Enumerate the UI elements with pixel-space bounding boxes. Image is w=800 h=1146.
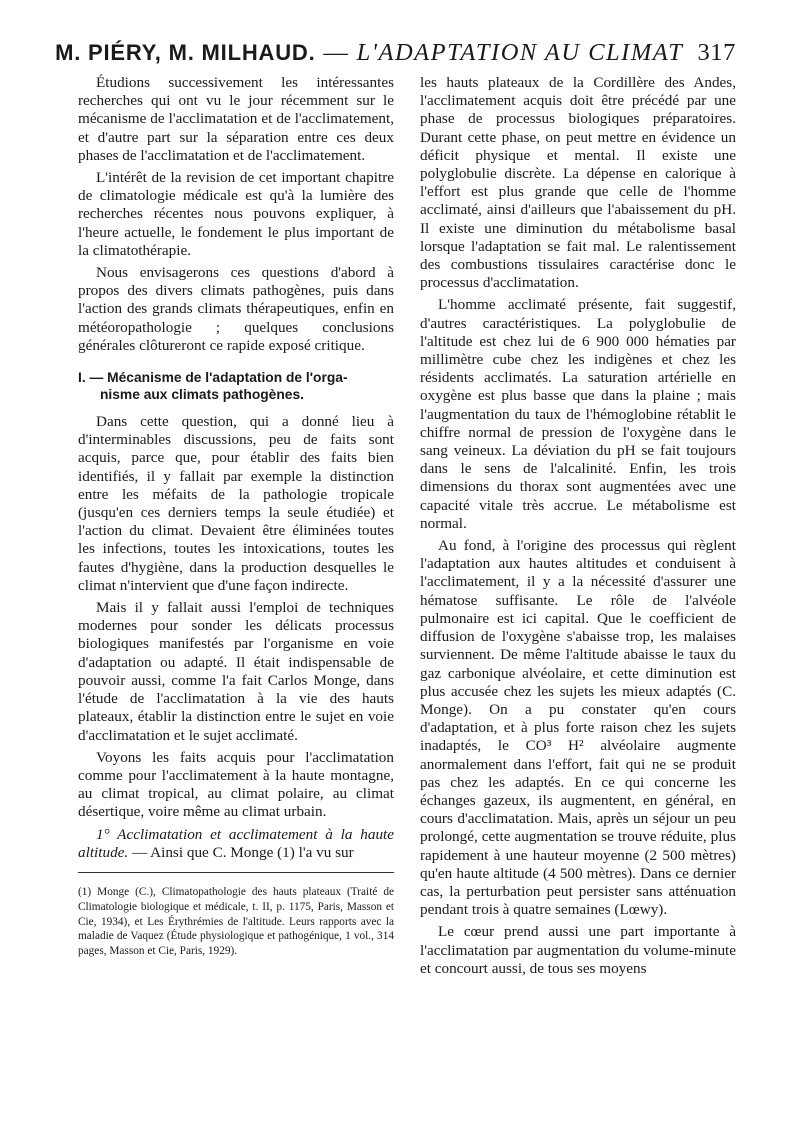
section-title-line2: nisme aux climats pathogènes. [100,387,304,403]
section-number: I. — [78,370,104,386]
paragraph: Au fond, à l'origine des processus qui règlent l'adaptation aux hautes altitudes et conduisent à l'acclimatement, il y a la nécessité d'assurer une hématose suffisante. Le rôle de l'alvéole pulmonaire est ici capital. Que le coefficient de diffusion de l'oxygène s'abaisse trop, les malaises surviennent. De même l'altitude abaisse le taux du gaz carbonique alvéolaire, et cette diminution est plus accusée chez les sujets les mieux adaptés (C. Monge). On a pu constater qu'en cours d'adaptation, et à plus forte raison chez les sujets inadaptés, le CO³ H² alvéolaire augmente anormalement dans l'effort, fait qui ne se produit pas chez les adaptés. En ce qui concerne les échanges gazeux, ils augmentent, en général, en cours d'acclimatation. Mais, après un séjour un peu prolongé, cette augmentation se trouve réduite, plus rapidement à une hauteur moyenne (2 500 mètres) qu'en haute altitude (4 500 mètres). Dans ce dernier cas, la perturbation peut persister sans atténuation pendant trois à quatre semaines (Lœwy). [420,537,736,919]
paragraph: Dans cette question, qui a donné lieu à d'interminables discussions, peu de faits sont acquis, parce que, pour établir des faits bien identifiés, il y fallait par exemple la distinction entre les méfaits de la pathologie tropicale (jusqu'en ces derniers temps la seule étudiée) et l'action du climat. Devaient être éliminées toutes les infections, toutes les intoxications, toutes les fautes d'hygiène, dans la production desquelles le climat n'intervient que d'une façon indirecte. [78,413,394,594]
header-separator: — [323,39,349,66]
paragraph: Mais il y fallait aussi l'emploi de techniques modernes pour sonder les délicats processus biologiques manifestés par l'organisme en voie d'adaptation ou adapté. Il était indispensable de pouvoir aussi, comme l'a fait Carlos Monge, dans l'étude de l'acclimatation à la vie des hauts plateaux, établir la distinction entre le sujet en voie d'acclimatation et le sujet acclimaté. [78,599,394,744]
footnote: (1) Monge (C.), Climatopathologie des hauts plateaux (Traité de Climatologie biologique et médicale, t. II, p. 1175, Paris, Masson et Cie, 1934), et Les Érythrémies de l'altitude. Leurs rapports avec la maladie de Vaquez (Étude physiologique et pathogénique, 1 vol., 314 pages, Masson et Cie, Paris, 1929). [78,885,394,958]
left-column [78,74,394,978]
footnote-rule [78,872,394,873]
paragraph: Voyons les faits acquis pour l'acclimatation comme pour l'acclimatement à la haute montagne, au climat tropical, au climat polaire, au climat désertique, voire même au climat urbain. [78,748,394,821]
subsection-title: 1° Acclimatation et acclimatement à la haute altitude. [78,825,394,861]
section-heading [78,369,394,403]
paragraph: les hauts plateaux de la Cordillère des Andes, l'acclimatement acquis doit être précédé par une phase de processus biologiques préparatoires. Durant cette phase, on peut mettre en évidence un déficit physique et mental. Il existe une polyglobulie discrète. La dépense en calorique à l'effort est plus grande que celle de l'homme acclimaté, ainsi d'ailleurs que l'abaissement du pH. Il existe une diminution du métabolisme basal lorsque l'adaptation se fait mal. Le ralentissement des combustions tissulaires caractérise donc le processus d'acclimatation. [420,74,736,292]
paragraph: Le cœur prend aussi une part importante à l'acclimatation par augmentation du volume-minute et concourt aussi, de tous ses moyens [420,923,736,977]
header-title: L'ADAPTATION AU CLIMAT [356,39,684,66]
paragraph: L'intérêt de la revision de cet important chapitre de climatologie médicale est qu'à la lumière des recherches récentes nous pouvons expliquer, à l'heure actuelle, le fondement le plus important de la climatothérapie. [78,169,394,259]
header-authors: M. PIÉRY, M. MILHAUD. [55,40,316,65]
paragraph [78,826,394,862]
paragraph: Étudions successivement les intéressantes recherches qui ont vu le jour récemment sur le mécanisme de l'acclimatation et de l'acclimatement, et d'autre part sur la séparation entre ces deux phases de l'acclimatation et de l'acclimatement. [78,74,394,164]
paragraph-text: — Ainsi que C. Monge (1) l'a vu sur [128,843,354,861]
paragraph: Nous envisagerons ces questions d'abord à propos des divers climats pathogènes, puis dans l'action des grands climats thérapeutiques, enfin en météoropathologie ; quelques conclusions générales clôtureront ce rapide exposé critique. [78,264,394,354]
page-number: 317 [697,39,736,66]
right-column [420,74,736,978]
paragraph: L'homme acclimaté présente, fait suggestif, d'autres caractéristiques. La polyglobulie de l'altitude est chez lui de 6 900 000 hématies par millimètre cube chez les indigènes et chez les résidents acclimatés. La saturation artérielle en oxygène est plus basse que dans la plaine ; mais l'augmentation du taux de l'hémoglobine rétablit le chiffre normal de pression de l'oxygène dans le sang veineux. La déviation du pH se fait toujours dans le sens de l'alcalinité. Enfin, les trois dimensions du thorax sont augmentées avec une capacité vitale très accrue. Le métabolisme est normal. [420,296,736,532]
running-head [55,38,736,68]
text-columns [78,74,736,978]
section-title-line1: Mécanisme de l'adaptation de l'orga- [107,370,348,386]
